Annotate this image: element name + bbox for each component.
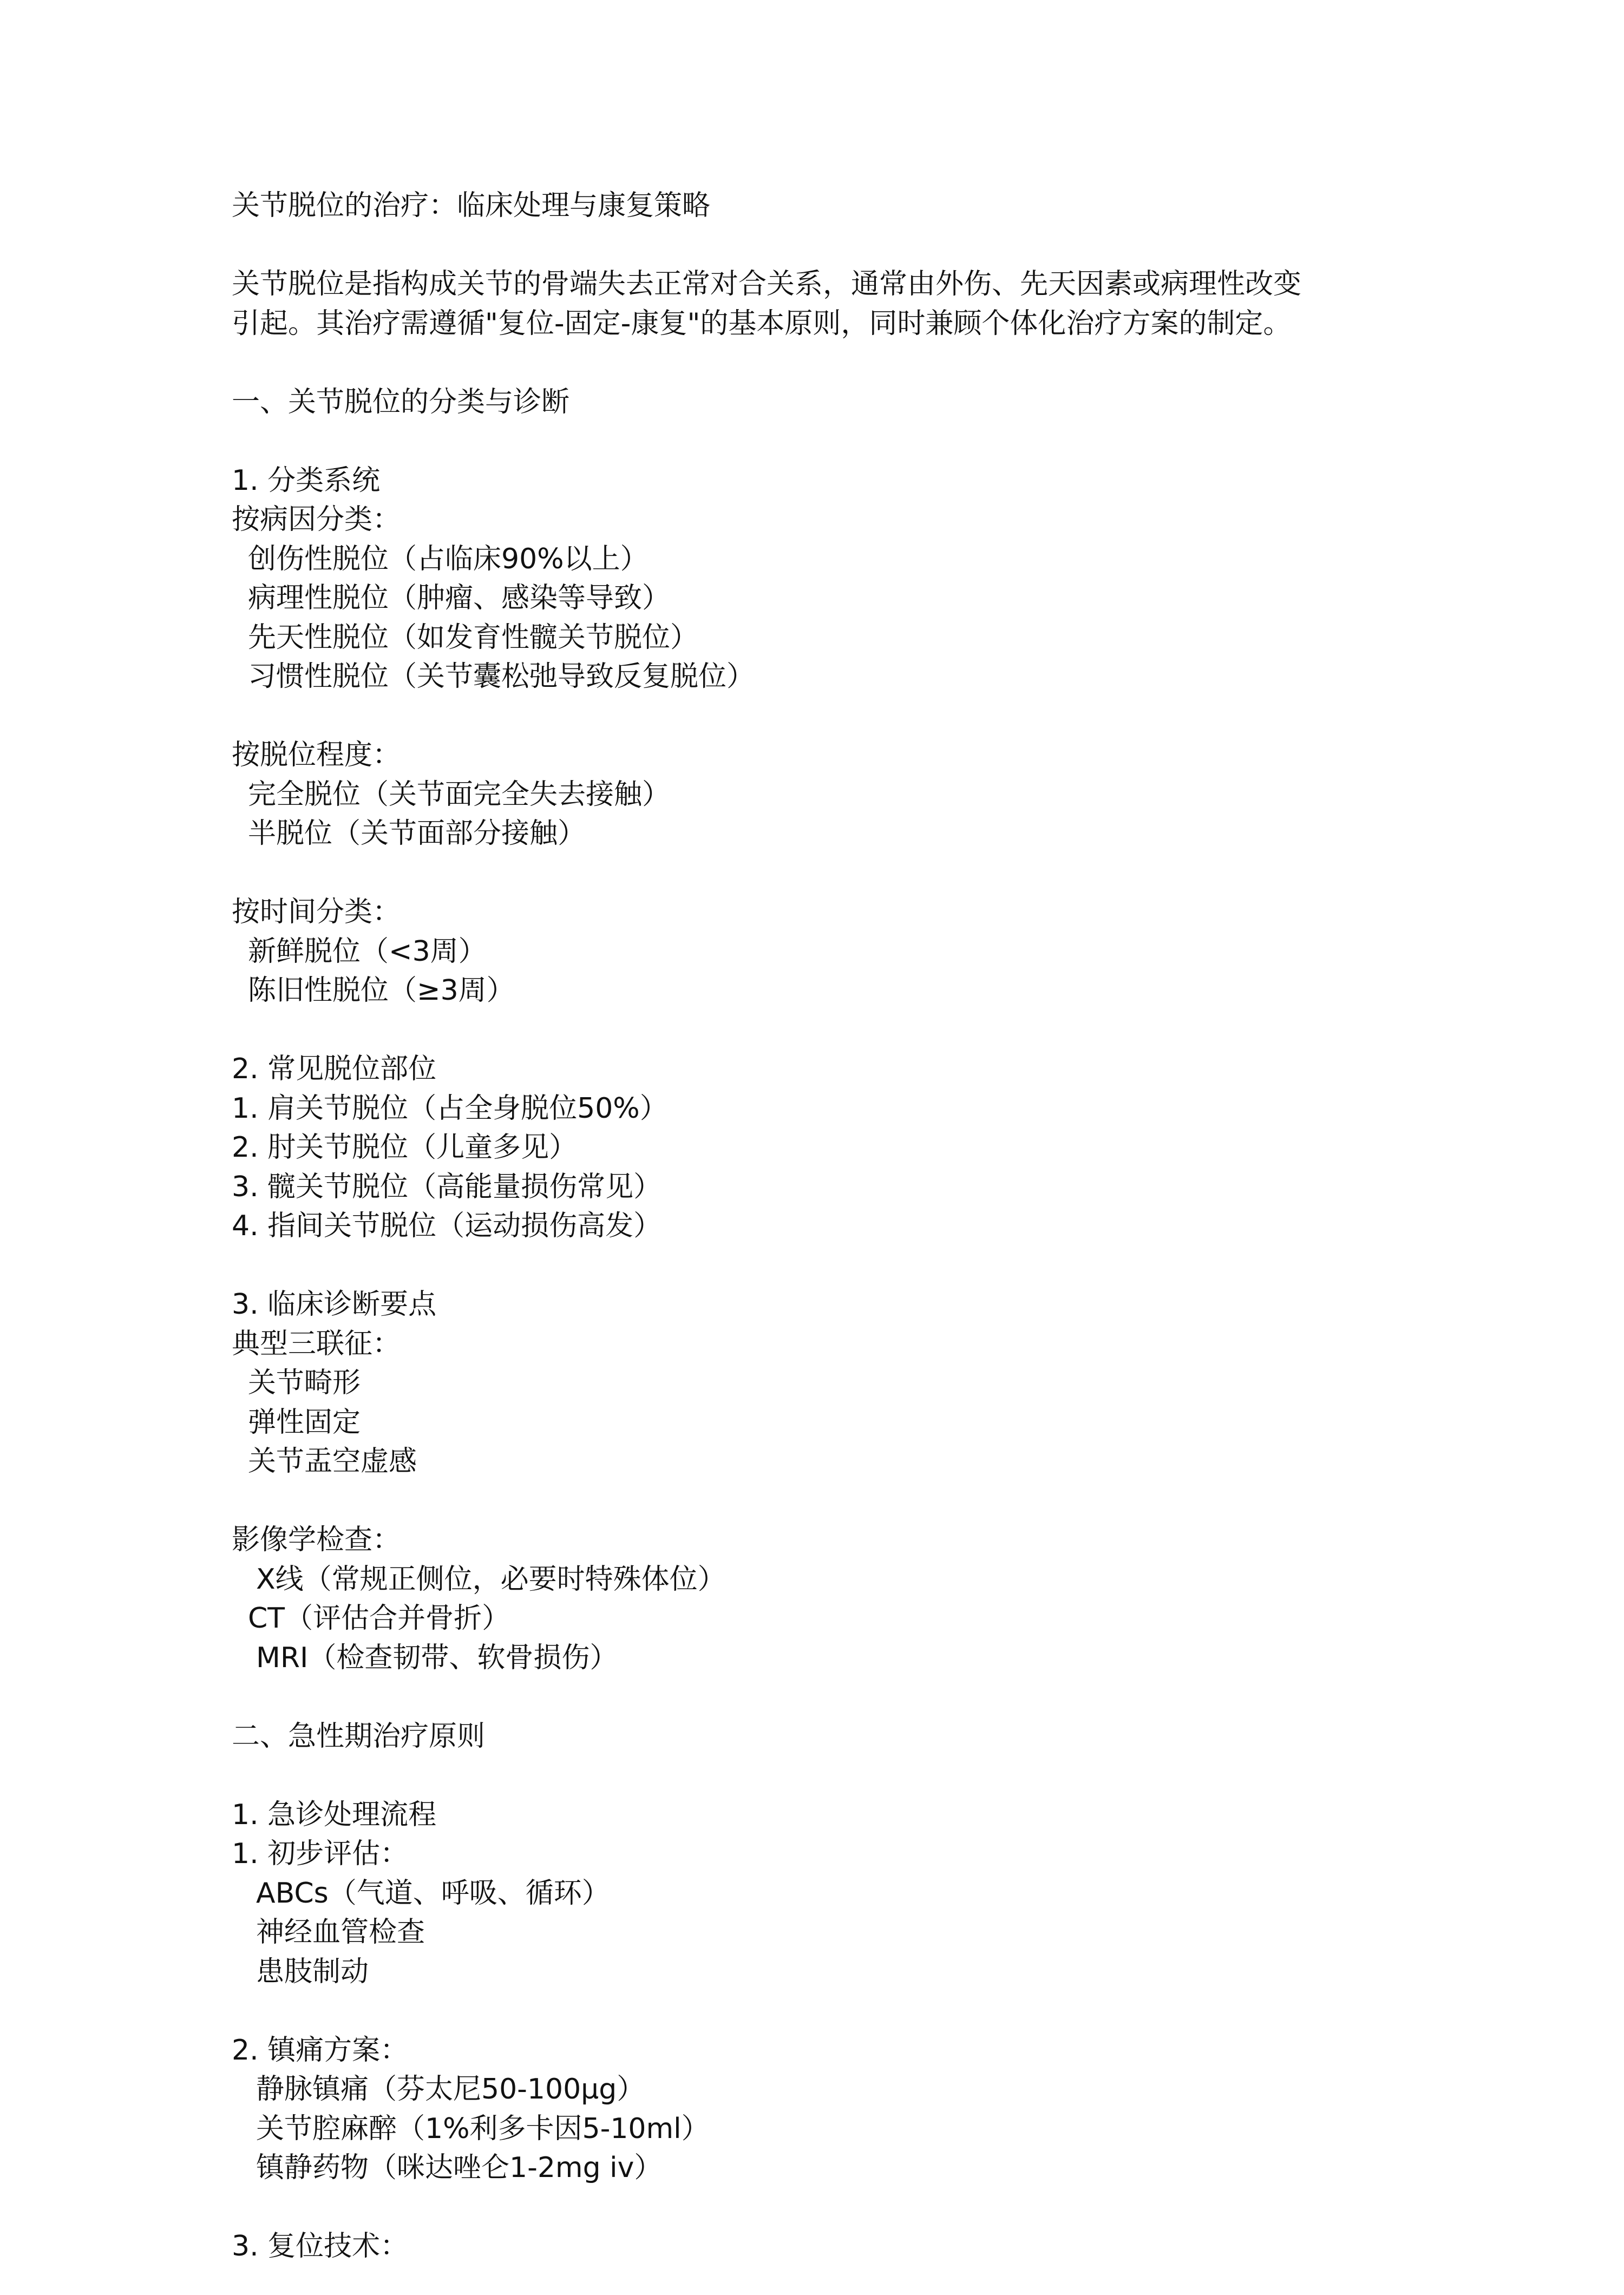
list-label: 典型三联征： [232, 1327, 401, 1360]
document-title: 关节脱位的治疗：临床处理与康复策略 [232, 189, 711, 222]
list-item: ABCs（气道、呼吸、循环） [256, 1877, 610, 1910]
list-item: 关节腔麻醉（1%利多卡因5-10ml） [256, 2112, 710, 2145]
list-item: 患肢制动 [256, 1955, 369, 1988]
list-label: 3. 复位技术： [232, 2230, 409, 2263]
blank-line [232, 1481, 1423, 1521]
list-item: 病理性脱位（肿瘤、感染等导致） [248, 582, 671, 614]
blank-line [232, 422, 1423, 461]
list-label: 1. 初步评估： [232, 1838, 409, 1870]
list-item: 4. 指间关节脱位（运动损伤高发） [232, 1210, 662, 1242]
blank-line [232, 226, 1423, 265]
list-item: 先天性脱位（如发育性髋关节脱位） [248, 621, 699, 654]
blank-line [232, 854, 1423, 893]
list-item: 神经血管检查 [256, 1916, 425, 1949]
list-item: 镇静药物（咪达唑仑1-2mg iv） [256, 2152, 663, 2184]
list-item: 静脉镇痛（芬太尼50-100μg） [256, 2073, 645, 2106]
list-label: 按时间分类： [232, 896, 401, 928]
subsection-heading: 1. 急诊处理流程 [232, 1798, 437, 1831]
list-label: 按病因分类： [232, 503, 401, 536]
list-item: 关节畸形 [248, 1367, 361, 1399]
list-item: 习惯性脱位（关节囊松弛导致反复脱位） [248, 660, 755, 693]
subsection-heading: 3. 临床诊断要点 [232, 1288, 437, 1321]
list-item: 3. 髋关节脱位（高能量损伤常见） [232, 1170, 662, 1203]
blank-line [232, 2188, 1423, 2227]
list-item: 半脱位（关节面部分接触） [248, 817, 586, 850]
list-item: 2. 肘关节脱位（儿童多见） [232, 1131, 578, 1164]
list-item: 关节盂空虚感 [248, 1445, 417, 1478]
list-label: 按脱位程度： [232, 739, 401, 771]
section-heading: 二、急性期治疗原则 [232, 1720, 486, 1753]
list-item: 创伤性脱位（占临床90%以上） [248, 542, 649, 575]
blank-line [232, 1677, 1423, 1717]
list-item: 1. 肩关节脱位（占全身脱位50%） [232, 1092, 668, 1125]
blank-line [232, 343, 1423, 383]
section-heading: 一、关节脱位的分类与诊断 [232, 385, 570, 418]
subsection-heading: 2. 常见脱位部位 [232, 1053, 437, 1085]
list-item: 陈旧性脱位（≥3周） [248, 974, 515, 1007]
blank-line [232, 1756, 1423, 1795]
subsection-heading: 1. 分类系统 [232, 464, 381, 497]
list-item: MRI（检查韧带、软骨损伤） [256, 1641, 618, 1674]
list-item: CT（评估合并骨折） [248, 1602, 510, 1635]
blank-line [232, 1011, 1423, 1050]
list-item: 弹性固定 [248, 1406, 361, 1439]
blank-line [232, 697, 1423, 736]
blank-line [232, 1246, 1423, 1286]
list-item: 新鲜脱位（<3周） [248, 935, 487, 968]
intro-paragraph-line: 关节脱位是指构成关节的骨端失去正常对合关系，通常由外伤、先天因素或病理性改变 [232, 268, 1302, 300]
list-item: X线（常规正侧位，必要时特殊体位） [256, 1563, 726, 1596]
list-label: 2. 镇痛方案： [232, 2034, 409, 2067]
intro-paragraph-line: 引起。其治疗需遵循"复位-固定-康复"的基本原则，同时兼顾个体化治疗方案的制定。 [232, 307, 1292, 340]
list-label: 影像学检查： [232, 1524, 401, 1556]
blank-line [232, 1991, 1423, 2031]
document-body [232, 186, 1423, 2266]
list-item: 完全脱位（关节面完全失去接触） [248, 778, 671, 811]
